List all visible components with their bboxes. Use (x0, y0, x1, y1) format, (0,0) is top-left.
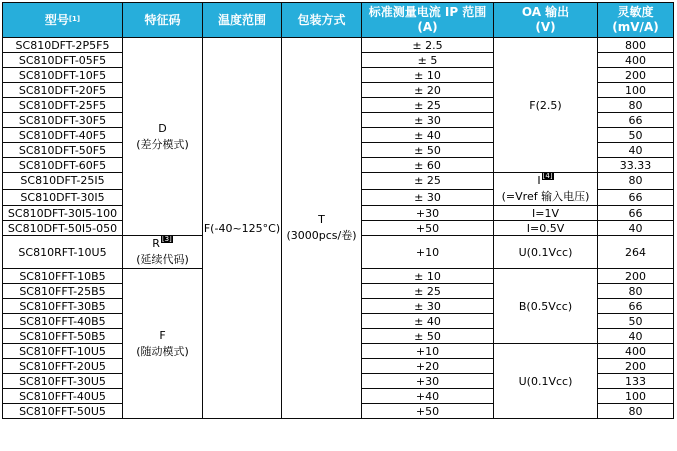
sensitivity-cell: 400 (598, 344, 674, 359)
model-cell: SC810DFT-50F5 (3, 143, 123, 158)
ip-range-cell: ± 20 (362, 83, 494, 98)
ip-range-cell: ± 30 (362, 299, 494, 314)
ip-range-cell: ± 30 (362, 189, 494, 206)
oa-f25-cell: F(2.5) (494, 38, 598, 173)
sensitivity-cell: 200 (598, 269, 674, 284)
header-package: 包装方式 (282, 3, 362, 38)
feature-f-cell: F (随动模式) (123, 269, 203, 419)
ip-range-cell: +30 (362, 206, 494, 221)
ip-range-cell: ± 10 (362, 269, 494, 284)
sensitivity-cell: 66 (598, 299, 674, 314)
header-row (3, 3, 674, 38)
ip-range-cell: +30 (362, 374, 494, 389)
sensitivity-cell: 200 (598, 68, 674, 83)
model-cell: SC810DFT-25I5 (3, 173, 123, 190)
model-cell: SC810FFT-40B5 (3, 314, 123, 329)
ip-range-cell: ± 10 (362, 68, 494, 83)
model-cell: SC810DFT-10F5 (3, 68, 123, 83)
sensitivity-cell: 66 (598, 189, 674, 206)
model-cell: SC810DFT-30I5 (3, 189, 123, 206)
ip-range-cell: ± 40 (362, 128, 494, 143)
model-cell: SC810DFT-60F5 (3, 158, 123, 173)
ip-range-cell: ± 25 (362, 173, 494, 190)
sensitivity-cell: 800 (598, 38, 674, 53)
oa-u01-cell: U(0.1Vcc) (494, 236, 598, 269)
ip-range-cell: +40 (362, 389, 494, 404)
model-cell: SC810FFT-40U5 (3, 389, 123, 404)
model-cell: SC810RFT-10U5 (3, 236, 123, 269)
model-cell: SC810FFT-50U5 (3, 404, 123, 419)
sensitivity-cell: 133 (598, 374, 674, 389)
model-cell: SC810DFT-40F5 (3, 128, 123, 143)
oa-i-cell: I [4] (=Vref 输入电压) (494, 173, 598, 206)
oa-i05v-cell: I=0.5V (494, 221, 598, 236)
ip-range-cell: +50 (362, 404, 494, 419)
ip-range-cell: +10 (362, 344, 494, 359)
sensitivity-cell: 100 (598, 83, 674, 98)
model-cell: SC810DFT-25F5 (3, 98, 123, 113)
oa-b05-cell: B(0.5Vcc) (494, 269, 598, 344)
model-cell: SC810DFT-50I5-050 (3, 221, 123, 236)
ip-range-cell: ± 30 (362, 113, 494, 128)
sensitivity-cell: 400 (598, 53, 674, 68)
header-feature-code: 特征码 (123, 3, 203, 38)
sensitivity-cell: 40 (598, 329, 674, 344)
model-cell: SC810DFT-05F5 (3, 53, 123, 68)
table-row (3, 38, 674, 53)
sensitivity-cell: 50 (598, 128, 674, 143)
model-cell: SC810FFT-30U5 (3, 374, 123, 389)
sensitivity-cell: 33.33 (598, 158, 674, 173)
model-cell: SC810FFT-50B5 (3, 329, 123, 344)
sensitivity-cell: 80 (598, 404, 674, 419)
sensitivity-cell: 80 (598, 173, 674, 190)
sensitivity-cell: 80 (598, 98, 674, 113)
ip-range-cell: ± 60 (362, 158, 494, 173)
feature-r-cell: R [3] (延续代码) (123, 236, 203, 269)
sensitivity-cell: 80 (598, 284, 674, 299)
ip-range-cell: ± 50 (362, 143, 494, 158)
header-sensitivity: 灵敏度 (mV/A) (598, 3, 674, 38)
sensitivity-cell: 100 (598, 389, 674, 404)
ip-range-cell: +20 (362, 359, 494, 374)
model-cell: SC810FFT-30B5 (3, 299, 123, 314)
model-cell: SC810FFT-25B5 (3, 284, 123, 299)
oa-i1v-cell: I=1V (494, 206, 598, 221)
sensitivity-cell: 40 (598, 221, 674, 236)
ip-range-cell: ± 25 (362, 284, 494, 299)
model-cell: SC810DFT-30I5-100 (3, 206, 123, 221)
sensitivity-cell: 50 (598, 314, 674, 329)
header-temp-range: 温度范围 (203, 3, 282, 38)
sensitivity-cell: 40 (598, 143, 674, 158)
model-cell: SC810DFT-20F5 (3, 83, 123, 98)
ip-range-cell: +50 (362, 221, 494, 236)
header-ip-range: 标准测量电流 IP 范围 (A) (362, 3, 494, 38)
model-cell: SC810FFT-10U5 (3, 344, 123, 359)
temperature-cell: F(-40~125°C) (203, 38, 282, 419)
ip-range-cell: ± 25 (362, 98, 494, 113)
package-cell: T (3000pcs/卷) (282, 38, 362, 419)
ip-range-cell: ± 50 (362, 329, 494, 344)
sensitivity-cell: 66 (598, 113, 674, 128)
ip-range-cell: ± 5 (362, 53, 494, 68)
feature-d-cell: D (差分模式) (123, 38, 203, 236)
model-cell: SC810FFT-10B5 (3, 269, 123, 284)
sensitivity-cell: 264 (598, 236, 674, 269)
ip-range-cell: ± 2.5 (362, 38, 494, 53)
header-oa-output: OA 输出 (V) (494, 3, 598, 38)
ip-range-cell: +10 (362, 236, 494, 269)
model-cell: SC810DFT-2P5F5 (3, 38, 123, 53)
sensitivity-cell: 66 (598, 206, 674, 221)
model-cell: SC810FFT-20U5 (3, 359, 123, 374)
product-spec-table (2, 2, 674, 419)
sensitivity-cell: 200 (598, 359, 674, 374)
oa-u01-cell: U(0.1Vcc) (494, 344, 598, 419)
model-cell: SC810DFT-30F5 (3, 113, 123, 128)
ip-range-cell: ± 40 (362, 314, 494, 329)
header-model: 型号[1] (3, 3, 123, 38)
